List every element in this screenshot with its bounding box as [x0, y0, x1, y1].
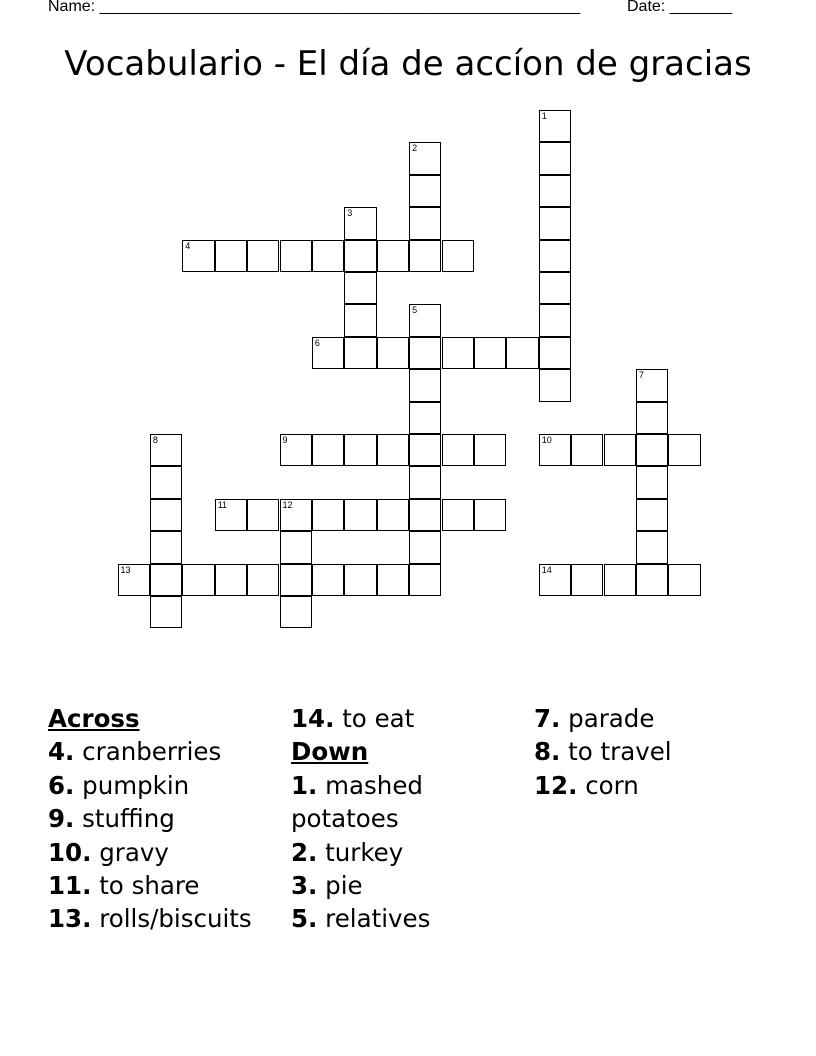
- clue-number-label: 14: [541, 564, 552, 575]
- crossword-cell[interactable]: [150, 596, 182, 628]
- worksheet-title: Vocabulario - El día de accíon de gracias: [64, 44, 752, 84]
- crossword-cell[interactable]: [409, 434, 441, 466]
- clues-column-1: [48, 702, 283, 936]
- crossword-cell[interactable]: [539, 369, 571, 401]
- crossword-cell[interactable]: [377, 564, 409, 596]
- crossword-cell[interactable]: [539, 564, 571, 596]
- crossword-cell[interactable]: [604, 434, 636, 466]
- crossword-cell[interactable]: [182, 564, 214, 596]
- crossword-cell[interactable]: [344, 272, 376, 304]
- clue-number-label: 1: [541, 111, 547, 121]
- crossword-cell[interactable]: [280, 564, 312, 596]
- clue-down-8: 8. to travel: [534, 737, 672, 767]
- across-heading: Across: [48, 704, 140, 733]
- crossword-cell[interactable]: [312, 337, 344, 369]
- crossword-cell[interactable]: [409, 402, 441, 434]
- crossword-cell[interactable]: [409, 337, 441, 369]
- crossword-cell[interactable]: [182, 240, 214, 272]
- crossword-cell[interactable]: [312, 499, 344, 531]
- crossword-cell[interactable]: [539, 272, 571, 304]
- crossword-cell[interactable]: [344, 240, 376, 272]
- clue-across-6: 6. pumpkin: [48, 770, 190, 800]
- crossword-cell[interactable]: [539, 434, 571, 466]
- crossword-cell[interactable]: [636, 369, 668, 401]
- crossword-cell[interactable]: [377, 434, 409, 466]
- down-heading: Down: [291, 737, 369, 767]
- crossword-cell[interactable]: [344, 499, 376, 531]
- crossword-cell[interactable]: [280, 499, 312, 531]
- crossword-cell[interactable]: [344, 207, 376, 239]
- crossword-cell[interactable]: [344, 337, 376, 369]
- clue-across-13: 13. rolls/biscuits: [48, 904, 252, 934]
- crossword-cell[interactable]: [636, 466, 668, 498]
- clue-number-label: 13: [120, 564, 131, 575]
- crossword-cell[interactable]: [409, 240, 441, 272]
- clue-number-label: 7: [638, 370, 644, 381]
- crossword-cell[interactable]: [539, 142, 571, 174]
- crossword-cell[interactable]: [409, 369, 441, 401]
- clue-number-label: 9: [282, 435, 288, 445]
- crossword-cell[interactable]: [442, 337, 474, 369]
- clues-column-2: [291, 702, 526, 936]
- crossword-cell[interactable]: [668, 434, 700, 466]
- crossword-cell[interactable]: [604, 564, 636, 596]
- crossword-cell[interactable]: [409, 499, 441, 531]
- clue-across-4: 4. cranberries: [48, 737, 222, 767]
- clue-number-label: 5: [412, 305, 418, 316]
- clue-number-label: 3: [347, 208, 353, 219]
- crossword-cell[interactable]: [409, 466, 441, 498]
- crossword-cell[interactable]: [280, 531, 312, 563]
- crossword-cell[interactable]: [150, 499, 182, 531]
- crossword-cell[interactable]: [344, 434, 376, 466]
- clue-number-label: 12: [282, 499, 293, 510]
- crossword-cell[interactable]: [150, 564, 182, 596]
- crossword-cell[interactable]: [409, 207, 441, 239]
- crossword-cell[interactable]: [474, 434, 506, 466]
- crossword-cell[interactable]: [506, 337, 538, 369]
- crossword-cell[interactable]: [539, 337, 571, 369]
- clue-number-label: 4: [185, 240, 191, 251]
- crossword-cell[interactable]: [668, 564, 700, 596]
- crossword-cell[interactable]: [247, 240, 279, 272]
- clues-column-3: [534, 702, 769, 802]
- crossword-cell[interactable]: [344, 304, 376, 336]
- crossword-cell[interactable]: [150, 434, 182, 466]
- clue-down-2: 2. turkey: [291, 837, 404, 867]
- crossword-cell[interactable]: [474, 337, 506, 369]
- crossword-cell[interactable]: [118, 564, 150, 596]
- clue-down-1: 1. mashed potatoes: [291, 770, 423, 834]
- clue-number-label: 10: [541, 435, 552, 445]
- crossword-cell[interactable]: [344, 564, 376, 596]
- crossword-cell[interactable]: [280, 434, 312, 466]
- crossword-cell[interactable]: [539, 304, 571, 336]
- crossword-cell[interactable]: [215, 564, 247, 596]
- crossword-cell[interactable]: [247, 499, 279, 531]
- name-line: Name: ______________________________________________________: [48, 0, 581, 15]
- crossword-cell[interactable]: [474, 499, 506, 531]
- crossword-cell[interactable]: [409, 564, 441, 596]
- crossword-cell[interactable]: [442, 434, 474, 466]
- clue-down-5: 5. relatives: [291, 904, 431, 934]
- crossword-cell[interactable]: [539, 240, 571, 272]
- crossword-cell[interactable]: [539, 110, 571, 142]
- crossword-cell[interactable]: [247, 564, 279, 596]
- crossword-cell[interactable]: [150, 531, 182, 563]
- crossword-cell[interactable]: [409, 304, 441, 336]
- clue-across-14: 14. to eat: [291, 704, 415, 733]
- crossword-cell[interactable]: [571, 434, 603, 466]
- crossword-cell[interactable]: [377, 499, 409, 531]
- date-line: Date: _______: [627, 0, 732, 15]
- clue-down-7: 7. parade: [534, 704, 655, 733]
- crossword-cell[interactable]: [312, 564, 344, 596]
- clue-number-label: 6: [314, 337, 320, 348]
- clue-down-12: 12. corn: [534, 770, 639, 800]
- crossword-cell[interactable]: [571, 564, 603, 596]
- clue-across-11: 11. to share: [48, 871, 200, 901]
- crossword-cell[interactable]: [636, 499, 668, 531]
- crossword-cell[interactable]: [539, 207, 571, 239]
- crossword-cell[interactable]: [636, 402, 668, 434]
- crossword-cell[interactable]: [377, 337, 409, 369]
- clue-number-label: 8: [152, 435, 158, 445]
- crossword-cell[interactable]: [312, 434, 344, 466]
- clue-across-9: 9. stuffing: [48, 804, 175, 834]
- clue-down-3: 3. pie: [291, 871, 363, 901]
- crossword-cell[interactable]: [636, 564, 668, 596]
- crossword-cell[interactable]: [442, 240, 474, 272]
- crossword-cell[interactable]: [377, 240, 409, 272]
- crossword-cell[interactable]: [280, 596, 312, 628]
- crossword-cell[interactable]: [215, 499, 247, 531]
- crossword-cell[interactable]: [636, 434, 668, 466]
- clue-number-label: 11: [217, 499, 228, 510]
- crossword-cell[interactable]: [539, 175, 571, 207]
- crossword-cell[interactable]: [150, 466, 182, 498]
- crossword-cell[interactable]: [280, 240, 312, 272]
- crossword-cell[interactable]: [636, 531, 668, 563]
- crossword-cell[interactable]: [409, 142, 441, 174]
- crossword-cell[interactable]: [442, 499, 474, 531]
- crossword-cell[interactable]: [312, 240, 344, 272]
- crossword-cell[interactable]: [215, 240, 247, 272]
- crossword-cell[interactable]: [409, 531, 441, 563]
- crossword-cell[interactable]: [409, 175, 441, 207]
- clue-across-10: 10. gravy: [48, 837, 169, 867]
- clue-number-label: 2: [412, 143, 418, 154]
